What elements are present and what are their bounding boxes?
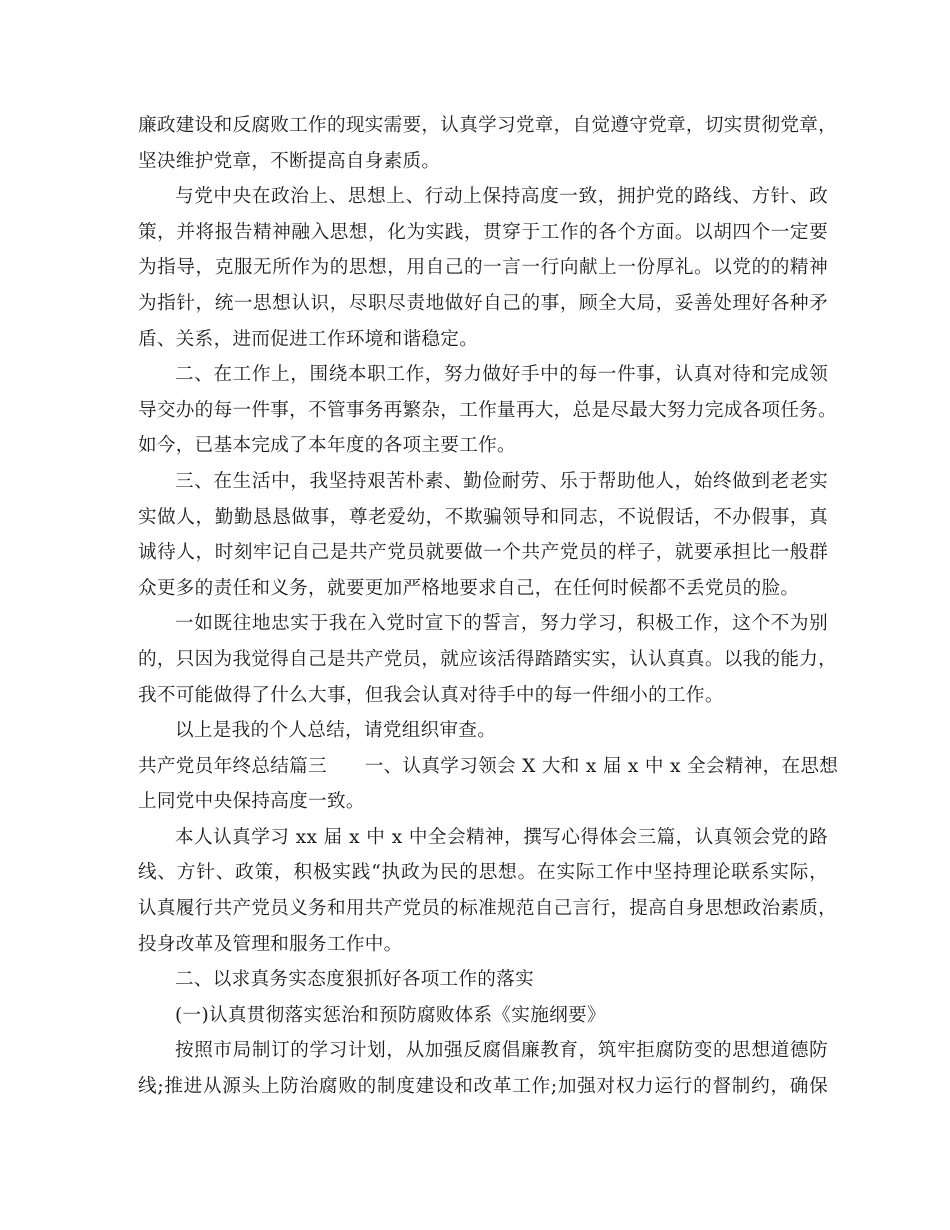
text-line: 策，并将报告精神融入思想，化为实践，贯穿于工作的各个方面。以胡四个一定要 [138, 221, 828, 243]
text-line: 以上是我的个人总结，请党组织审查。 [175, 720, 497, 742]
text-line: 线、方针、政策，积极实践“执政为民的思想。在实际工作中坚持理论联系实际， [138, 862, 828, 884]
document-page [138, 108, 839, 1105]
text-line: 实做人，勤勤恳恳做事，尊老爱幼，不欺骗领导和同志，不说假话，不办假事，真 [138, 506, 828, 528]
text-line: 我不可能做得了什么大事，但我会认真对待手中的每一件细小的工作。 [138, 684, 724, 706]
text-line: 按照市局制订的学习计划，从加强反腐倡廉教育，筑牢拒腐防变的思想道德防 [175, 1040, 828, 1062]
text-line: 一如既往地忠实于我在入党时宣下的誓言，努力学习，积极工作，这个不为别 [175, 613, 828, 635]
text-line: 二、在工作上，围绕本职工作，努力做好手中的每一件事，认真对待和完成领 [175, 364, 828, 386]
text-line: 二、以求真务实态度狠抓好各项工作的落实 [175, 969, 534, 991]
text-line: 共产党员年终总结篇三 一、认真学习领会 X 大和 x 届 x 中 x 全会精神，在思想 [138, 755, 839, 777]
text-line: 盾、关系，进而促进工作环境和谐稳定。 [138, 328, 479, 350]
text-line: 与党中央在政治上、思想上、行动上保持高度一致，拥护党的路线、方针、政 [175, 186, 828, 208]
text-line: 三、在生活中，我坚持艰苦朴素、勤俭耐劳、乐于帮助他人，始终做到老老实 [175, 470, 828, 492]
text-line: 导交办的每一件事，不管事务再繁杂，工作量再大，总是尽最大努力完成各项任务。 [138, 399, 838, 421]
text-line: (一)认真贯彻落实惩治和预防腐败体系《实施纲要》 [175, 1004, 606, 1026]
text-line: 上同党中央保持高度一致。 [138, 791, 365, 813]
text-line: 诚待人，时刻牢记自己是共产党员就要做一个共产党员的样子，就要承担比一般群 [138, 542, 828, 564]
text-line: 认真履行共产党员义务和用共产党员的标准规范自己言行，提高自身思想政治素质， [138, 898, 838, 920]
text-line: 投身改革及管理和服务工作中。 [138, 933, 403, 955]
text-line: 为指导，克服无所作为的思想，用自己的一言一行向献上一份厚礼。以党的的精神 [138, 257, 828, 279]
text-line: 线;推进从源头上防治腐败的制度建设和改革工作;加强对权力运行的督制约，确保 [138, 1076, 828, 1098]
text-line: 本人认真学习 xx 届 x 中 x 中全会精神，撰写心得体会三篇，认真领会党的路 [175, 826, 828, 848]
text-line: 众更多的责任和义务，就要更加严格地要求自己，在任何时候都不丢党员的脸。 [138, 577, 800, 599]
text-line: 为指针，统一思想认识，尽职尽责地做好自己的事，顾全大局，妥善处理好各种矛 [138, 292, 828, 314]
text-line: 如今，已基本完成了本年度的各项主要工作。 [138, 435, 516, 457]
text-line: 廉政建设和反腐败工作的现实需要，认真学习党章，自觉遵守党章，切实贯彻党章， [138, 115, 838, 136]
text-line: 坚决维护党章，不断提高自身素质。 [138, 150, 441, 172]
text-line: 的，只因为我觉得自己是共产党员，就应该活得踏踏实实，认认真真。以我的能力， [138, 648, 838, 670]
